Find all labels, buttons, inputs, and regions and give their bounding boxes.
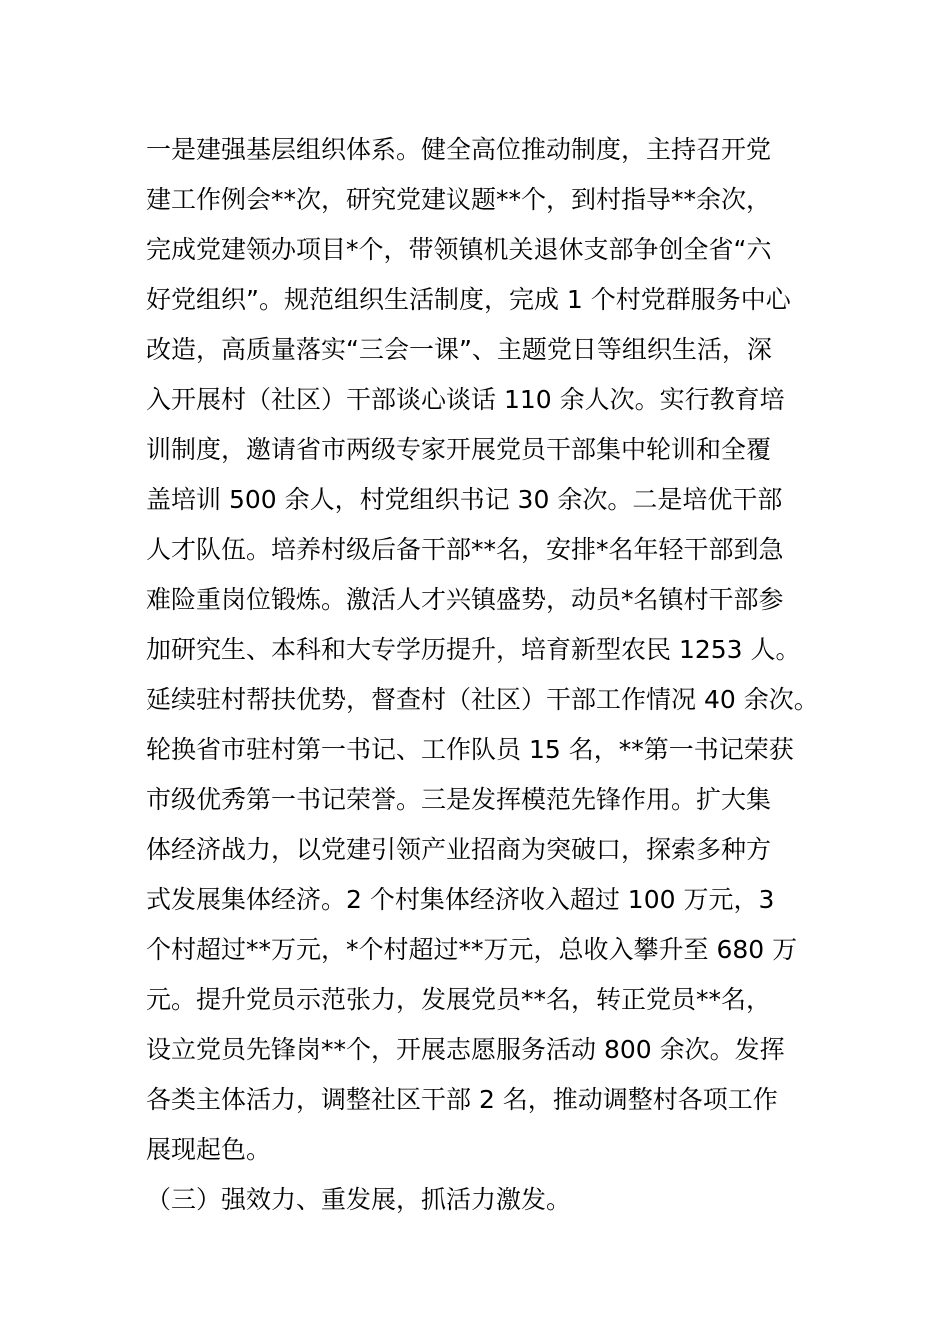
text-line-7: 训制度，邀请省市两级专家开展党员干部集中轮训和全覆	[146, 435, 772, 464]
text-line-15: 体经济战力，以党建引领产业招商为突破口，探索多种方	[146, 835, 772, 864]
text-line-20: 各类主体活力，调整社区干部 2 名，推动调整村各项工作	[146, 1085, 778, 1114]
text-line-18: 元。提升党员示范张力，发展党员**名，转正党员**名，	[146, 985, 772, 1014]
text-line-8: 盖培训 500 余人，村党组织书记 30 余次。二是培优干部	[146, 485, 783, 514]
text-line-9: 人才队伍。培养村级后备干部**名，安排*名年轻干部到急	[146, 535, 784, 564]
text-line-11: 加研究生、本科和大专学历提升，培育新型农民 1253 人。	[146, 635, 801, 664]
text-line-3: 完成党建领办项目*个，带领镇机关退休支部争创全省“六	[146, 235, 772, 264]
text-line-4: 好党组织”。规范组织生活制度，完成 1 个村党群服务中心	[146, 285, 791, 314]
text-line-6: 入开展村（社区）干部谈心谈话 110 余人次。实行教育培	[146, 385, 785, 414]
text-line-19: 设立党员先锋岗**个，开展志愿服务活动 800 余次。发挥	[146, 1035, 785, 1064]
text-line-14: 市级优秀第一书记荣誉。三是发挥模范先锋作用。扩大集	[146, 785, 772, 814]
text-line-10: 难险重岗位锻炼。激活人才兴镇盛势，动员*名镇村干部参	[146, 585, 784, 614]
text-line-12: 延续驻村帮扶优势，督查村（社区）干部工作情况 40 余次。	[146, 685, 819, 714]
section-heading: （三）强效力、重发展，抓活力激发。	[146, 1185, 572, 1214]
text-line-17: 个村超过**万元，*个村超过**万元，总收入攀升至 680 万	[146, 935, 798, 964]
text-line-16: 式发展集体经济。2 个村集体经济收入超过 100 万元，3	[146, 885, 775, 914]
body-text	[146, 125, 826, 1225]
text-line-1: 一是建强基层组织体系。健全高位推动制度，主持召开党	[146, 135, 772, 164]
text-line-21: 展现起色。	[146, 1135, 272, 1164]
text-line-2: 建工作例会**次，研究党建议题**个，到村指导**余次，	[146, 185, 772, 214]
text-line-13: 轮换省市驻村第一书记、工作队员 15 名，**第一书记荣获	[146, 735, 794, 764]
text-line-5: 改造，高质量落实“三会一课”、主题党日等组织生活，深	[146, 335, 772, 364]
